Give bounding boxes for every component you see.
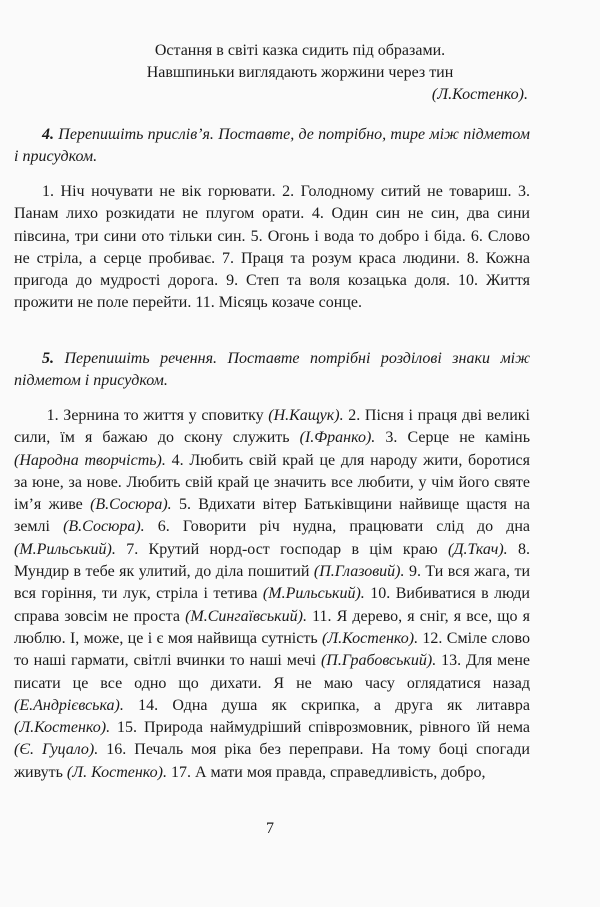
sentence-attribution: (М.Сингаївський).: [185, 607, 307, 625]
sentence-text: 5. Вдихати вітер Батьківщини найвище щастя на землі: [14, 496, 531, 536]
sentence-text: 9. Ти вся жага, ти вся горіння, ти лук, стріла і тетива: [14, 563, 531, 603]
sentence-attribution: (Д.Ткач).: [448, 540, 508, 558]
epigraph-attribution: (Л.Костенко).: [431, 86, 528, 103]
sentence-attribution: (Є. Гуцало).: [14, 741, 99, 759]
task-4-number: 4.: [42, 126, 54, 143]
sentence-text: 1. Зернина то життя у сповитку: [46, 407, 269, 424]
sentence-text: 13. Для мене писати це все одно що дихати. Я не маю часу оглядатися назад: [14, 652, 530, 692]
sentence-attribution: (Л. Костенко).: [66, 763, 167, 781]
proverbs-text: 1. Ніч ночувати не вік горювати. 2. Голодному ситий не товариш. 3. Панам лихо розкидати не плугом орати. 4. Один син не син, два сини півсина, три сини ото тільки син. 5. Огонь і вода то добро і біда. 6. Слово не стріла, а серце пробиває. 7. Праця та розум краса людини. 8. Кожна пригода до мудрості дорога. 9. Степ та воля козацька доля. 10. Життя прожити не поле перейти. 11. Місяць козаче сонце.: [14, 183, 530, 312]
sentence-attribution: (Народна творчість).: [14, 451, 166, 469]
epigraph-line-1: Остання в світі казка сидить під образами.: [154, 42, 446, 59]
sentence-text: 10. Вибиватися в люди справа зовсім не проста: [14, 585, 530, 625]
sentence-attribution: (В.Сосюра).: [63, 518, 145, 536]
sentence-attribution: (М.Рильський).: [262, 585, 365, 603]
sentence-attribution: (Л.Костенко).: [14, 719, 111, 737]
sentence-text: 8. Мундир в тебе як улитий, до діла пошитий: [14, 540, 531, 581]
sentence-attribution: (М.Рильський).: [14, 540, 116, 558]
task-5-text: Перепишіть речення. Поставте потрібні розділові знаки між підметом і присудком.: [14, 350, 530, 389]
sentence-text: 11. Я дерево, я сніг, я все, що я люблю. І, може, це і є моя найвища сутність: [14, 607, 530, 647]
page-number: 7: [266, 820, 274, 837]
sentence-text: 16. Печаль моя ріка без переправи. На тому боці спогади живуть: [14, 741, 530, 781]
task-4-proverbs: [14, 181, 530, 315]
task-5-number: 5.: [42, 350, 54, 367]
sentence-text: 7. Крутий норд-ост господар в цім краю: [115, 540, 448, 558]
sentence-attribution: (Е.Андрієвська).: [14, 696, 124, 714]
sentence-attribution: (В.Сосюра).: [90, 496, 172, 514]
sentence-text: 4. Любить свій край це для народу жити, боротися за юне, за нове. Любить свій край це значить все любити, у чім його святе ім’я живе: [14, 451, 531, 514]
sentence-text: 14. Одна душа як скрипка, а друга як литавра: [123, 696, 530, 714]
epigraph-line-2: Навшпиньки виглядають жоржини через тин: [146, 64, 454, 81]
sentence-attribution: (І.Франко).: [299, 429, 376, 447]
sentence-attribution: (П.Глазовий).: [313, 563, 405, 581]
task-4-instruction: [14, 124, 530, 168]
sentence-attribution: (П.Грабовський).: [320, 652, 437, 670]
sentence-attribution: (Л.Костенко).: [322, 629, 419, 647]
task-5-instruction: [14, 348, 530, 392]
sentence-text: 3. Серце не камінь: [375, 429, 531, 447]
sentence-attribution: (Н.Кащук).: [268, 407, 344, 424]
sentence-text: 12. Сміле слово то наші гармати, світлі вчинки то наші мечі: [14, 629, 530, 670]
epigraph: [0, 40, 600, 106]
sentence-text: 2. Пісня і праця дві великі сили, їм я бажаю до скону служить: [14, 407, 530, 447]
sentence-text: 15. Природа наймудріший співрозмовник, рівного їй нема: [110, 719, 530, 737]
task-4-text: Перепишіть прислів’я. Поставте, де потрібно, тире між підметом і присудком.: [14, 126, 530, 165]
task-5-sentences: [14, 405, 530, 784]
sentence-text: 17. А мати моя правда, справедливість, добро,: [167, 763, 486, 781]
sentence-text: 6. Говорити річ нудна, працювати слід до дна: [144, 518, 531, 536]
